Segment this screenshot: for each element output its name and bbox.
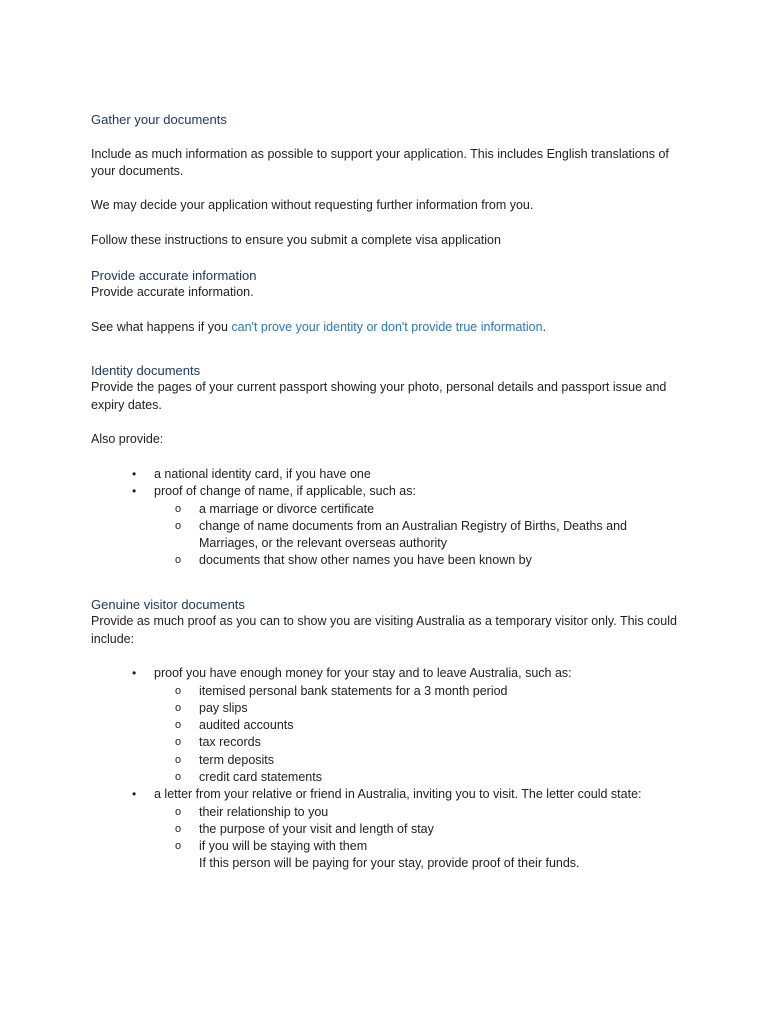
bullet-glyph: •: [132, 666, 137, 681]
list-item: [175, 501, 688, 518]
visitor-paragraph-1: Provide as much proof as you can to show you are visiting Australia as a temporary visitor only. This could include:: [91, 614, 677, 646]
accurate-see-what-happens: [91, 319, 688, 336]
sub-bullet-glyph: o: [175, 719, 182, 732]
list-item-text: change of name documents from an Australian Registry of Births, Deaths and Marriages, or the relevant overseas authority: [199, 518, 628, 551]
list-item: [175, 717, 688, 734]
list-item: [175, 838, 688, 873]
identity-also-provide: Also provide:: [91, 432, 164, 447]
list-item: [175, 683, 688, 700]
sub-bullet-glyph: o: [175, 701, 182, 714]
list-item: [132, 483, 688, 569]
heading-identity-documents: Identity documents: [91, 363, 201, 379]
sub-bullet-glyph: o: [175, 554, 182, 567]
heading-genuine-visitor-documents: Genuine visitor documents: [91, 597, 245, 613]
sub-bullet-glyph: o: [175, 736, 182, 749]
money-proof-sub-list: [154, 683, 688, 787]
bullet-glyph: •: [132, 466, 137, 481]
list-item: [132, 665, 688, 786]
funds-proof-note: If this person will be paying for your stay, provide proof of their funds.: [199, 856, 580, 871]
list-item-text: credit card statements: [199, 769, 322, 784]
list-item-text: tax records: [199, 735, 261, 750]
list-item-text: if you will be staying with them: [199, 839, 368, 854]
identity-info-link[interactable]: can't prove your identity or don't provide true information: [231, 319, 543, 334]
gather-paragraph-3: Follow these instructions to ensure you submit a complete visa application: [91, 233, 501, 248]
sub-bullet-glyph: o: [175, 840, 182, 853]
identity-paragraph-1: Provide the pages of your current passport showing your photo, personal details and passport issue and expiry dates.: [91, 380, 667, 412]
list-item: [175, 821, 688, 838]
visitor-bullet-list: [91, 665, 688, 873]
list-item-text: audited accounts: [199, 718, 294, 733]
list-item: [175, 700, 688, 717]
list-item-text: term deposits: [199, 752, 275, 767]
sub-bullet-glyph: o: [175, 684, 182, 697]
identity-bullet-list: [91, 466, 688, 570]
list-item-text: a marriage or divorce certificate: [199, 501, 375, 516]
list-item: [175, 752, 688, 769]
list-item-text: the purpose of your visit and length of stay: [199, 821, 434, 836]
list-item: [132, 466, 688, 483]
sub-bullet-glyph: o: [175, 822, 182, 835]
list-item-text: a letter from your relative or friend in Australia, inviting you to visit. The letter could state:: [154, 787, 642, 802]
gather-paragraph-1: Include as much information as possible to support your application. This includes English translations of your documents.: [91, 146, 669, 178]
gather-paragraph-2: We may decide your application without requesting further information from you.: [91, 198, 534, 213]
sub-bullet-glyph: o: [175, 805, 182, 818]
accurate-paragraph-1: Provide accurate information.: [91, 284, 254, 299]
list-item: [132, 786, 688, 872]
invitation-letter-sub-list: [154, 804, 688, 873]
list-item-text: proof you have enough money for your stay and to leave Australia, such as:: [154, 666, 572, 681]
sub-bullet-glyph: o: [175, 519, 182, 532]
heading-accurate-information: Provide accurate information: [91, 267, 257, 283]
list-item: [175, 769, 688, 786]
sub-bullet-glyph: o: [175, 770, 182, 783]
list-item: [175, 734, 688, 751]
list-item: [175, 518, 688, 553]
list-item-text: a national identity card, if you have one: [154, 466, 371, 481]
bullet-glyph: •: [132, 484, 137, 499]
list-item: [175, 552, 688, 569]
heading-gather-documents: Gather your documents: [91, 112, 227, 127]
list-item-text: proof of change of name, if applicable, such as:: [154, 484, 416, 499]
list-item-text: itemised personal bank statements for a 3 month period: [199, 683, 508, 698]
sub-bullet-glyph: o: [175, 753, 182, 766]
see-prefix: See what happens if you: [91, 319, 232, 334]
sub-bullet-glyph: o: [175, 502, 182, 515]
see-suffix: .: [542, 319, 547, 334]
identity-sub-list: [154, 501, 688, 570]
list-item: [175, 804, 688, 821]
list-item-text: pay slips: [199, 700, 248, 715]
list-item-text: their relationship to you: [199, 804, 329, 819]
bullet-glyph: •: [132, 787, 137, 802]
list-item-text: documents that show other names you have been known by: [199, 553, 532, 568]
